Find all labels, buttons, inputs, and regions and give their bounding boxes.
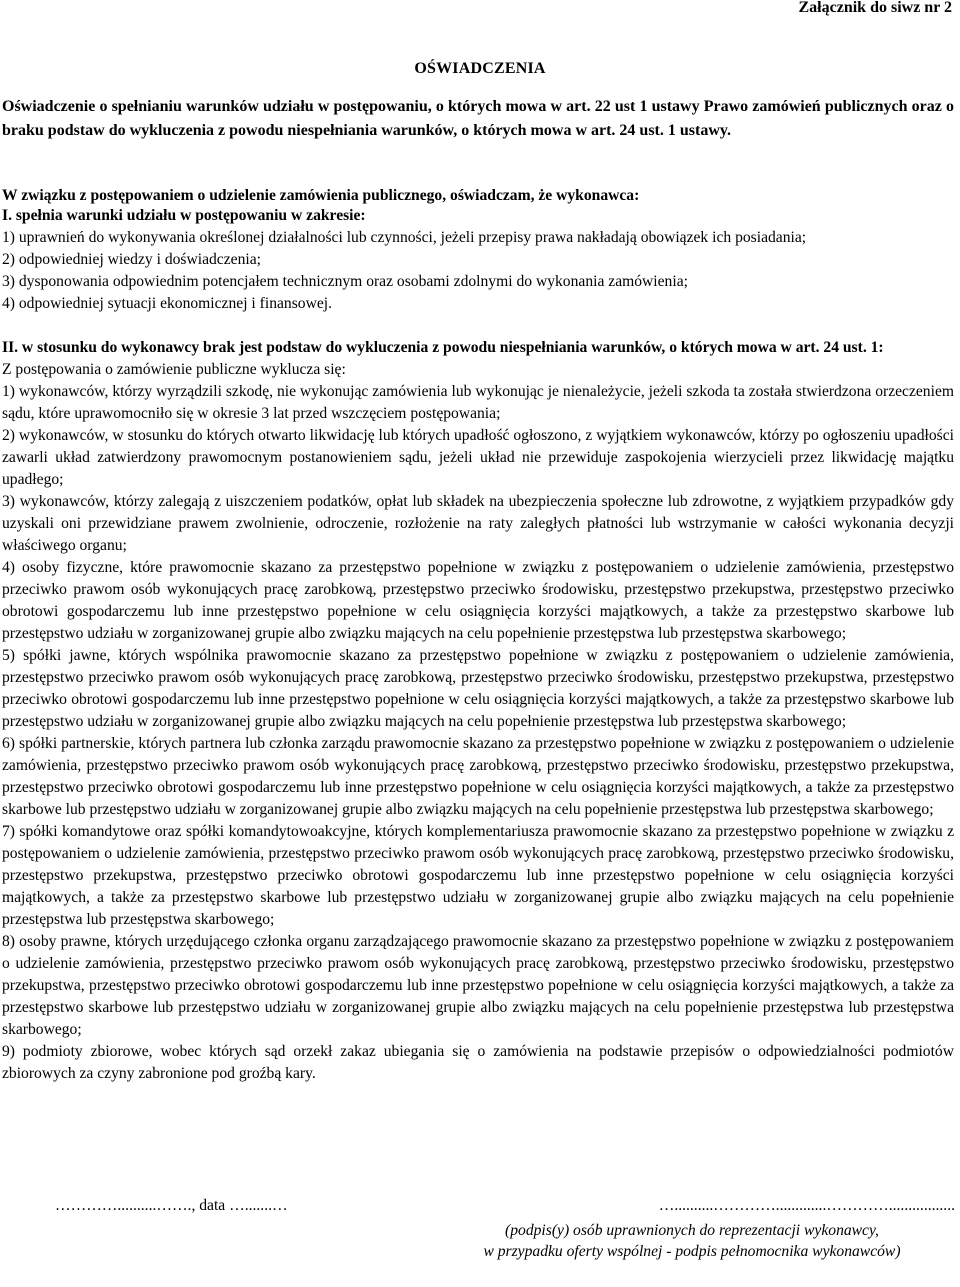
condition-item: 4) odpowiedniej sytuacji ekonomicznej i finansowej. xyxy=(2,295,332,312)
document-title: OŚWIADCZENIA xyxy=(414,60,546,77)
signature-caption-line: (podpis(y) osób uprawnionych do reprezentacji wykonawcy, xyxy=(505,1222,879,1239)
exclusion-item: 4) osoby fizyczne, które prawomocnie skazano za przestępstwo popełnione w związku z postępowaniem o udzielenie zamówienia, przestępstwo przeciwko prawom osób wykonujących pracę zarobkową, przestępstwo przeciwko środowisku, przestępstwo przekupstwa, przestępstwo przeciwko obrotowi gospodarczemu lub inne przestępstwo popełnione w celu osiągnięcia korzyści majątkowych, a także za przestępstwo skarbowe lub przestępstwo udziału w zorganizowanej grupie albo związku mających na celu popełnienie przestępstwa lub przestępstwa skarbowego; xyxy=(2,559,954,642)
exclusion-item: 2) wykonawców, w stosunku do których otwarto likwidację lub których upadłość ogłoszono, z wyjątkiem wykonawców, którzy po ogłoszeniu upadłości zawarli układ zatwierdzony prawomocnym postanowieniem sądu, jeżeli układ nie przewiduje zaspokojenia wierzycieli przez likwidację majątku upadłego; xyxy=(2,427,954,488)
attachment-label: Załącznik do siwz nr 2 xyxy=(798,0,952,16)
signature-caption xyxy=(432,1220,952,1262)
exclusion-item: 3) wykonawców, którzy zalegają z uiszczeniem podatków, opłat lub składek na ubezpieczenia społeczne lub zdrowotne, z wyjątkiem przypadków gdy uzyskali oni przewidziane prawem zwolnienie, odroczenie, rozłożenie na raty zaległych płatności lub wstrzymanie w całości wykonania decyzji właściwego organu; xyxy=(2,493,954,554)
signature-field: …..........………….............…………................. xyxy=(658,1197,955,1214)
condition-item: 2) odpowiedniej wiedzy i doświadczenia; xyxy=(2,251,261,268)
exclusion-item: 8) osoby prawne, których urzędującego członka organu zarządzającego prawomocnie skazano za przestępstwo popełnione w związku z postępowaniem o udzielenie zamówienia, przestępstwo przeciwko prawom osób wykonujących pracę zarobkową, przestępstwo przeciwko środowisku, przestępstwo przekupstwa, przestępstwo przeciwko obrotowi gospodarczemu lub inne przestępstwo popełnione w celu osiągnięcia korzyści majątkowych, a także za przestępstwo skarbowe lub przestępstwo udziału w zorganizowanej grupie albo związku mających na celu popełnienie przestępstwa lub przestępstwa skarbowego; xyxy=(2,933,954,1038)
exclusion-item: 6) spółki partnerskie, których partnera lub członka zarządu prawomocnie skazano za przestępstwo popełnione w związku z postępowaniem o udzielenie zamówienia, przestępstwo przeciwko prawom osób wykonujących pracę zarobkową, przestępstwo przeciwko środowisku, przestępstwo przekupstwa, przestępstwo przeciwko obrotowi gospodarczemu lub inne przestępstwo popełnione w celu osiągnięcia korzyści majątkowych, a także za przestępstwo skarbowe lub przestępstwo udziału w zorganizowanej grupie albo związku mających na celu popełnienie przestępstwa lub przestępstwa skarbowego; xyxy=(2,735,954,818)
exclusion-item: 1) wykonawców, którzy wyrządzili szkodę, nie wykonując zamówienia lub wykonując je nienależycie, jeżeli szkoda ta została stwierdzona orzeczeniem sądu, które uprawomocniło się w okresie 3 lat przed wszczęciem postępowania; xyxy=(2,383,954,422)
section-conditions xyxy=(2,205,954,315)
section-conditions-heading: I. spełnia warunki udziału w postępowaniu w zakresie: xyxy=(2,207,366,224)
section-exclusions-heading: II. w stosunku do wykonawcy brak jest podstaw do wykluczenia z powodu niespełniania warunków, o których mowa w art. 24 ust. 1: xyxy=(2,339,884,356)
lead-statement: W związku z postępowaniem o udzielenie zamówienia publicznego, oświadczam, że wykonawca: xyxy=(2,187,640,204)
signature-row xyxy=(0,1197,960,1221)
place-date-field: …………..........……., data ….......… xyxy=(55,1197,288,1214)
section-exclusions-subheading: Z postępowania o zamówienie publiczne wyklucza się: xyxy=(2,361,346,378)
intro-statement: Oświadczenie o spełnianiu warunków udziału w postępowaniu, o których mowa w art. 22 ust 1 ustawy Prawo zamówień publicznych oraz o braku podstaw do wykluczenia z powodu niespełniania warunków, o których mowa w art. 24 ust. 1 ustawy. xyxy=(2,98,954,139)
condition-item: 1) uprawnień do wykonywania określonej działalności lub czynności, jeżeli przepisy prawa nakładają obowiązek ich posiadania; xyxy=(2,229,807,246)
signature-caption-line: w przypadku oferty wspólnej - podpis pełnomocnika wykonawców) xyxy=(483,1243,901,1260)
exclusion-item: 5) spółki jawne, których wspólnika prawomocnie skazano za przestępstwo popełnione w związku z postępowaniem o udzielenie zamówienia, przestępstwo przeciwko prawom osób wykonujących pracę zarobkową, przestępstwo przeciwko środowisku, przestępstwo przekupstwa, przestępstwo przeciwko obrotowi gospodarczemu lub inne przestępstwo popełnione w celu osiągnięcia korzyści majątkowych, a także za przestępstwo skarbowe lub przestępstwo udziału w zorganizowanej grupie albo związku mających na celu popełnienie przestępstwa lub przestępstwa skarbowego; xyxy=(2,647,954,730)
exclusion-item: 9) podmioty zbiorowe, wobec których sąd orzekł zakaz ubiegania się o zamówienia na podstawie przepisów o odpowiedzialności podmiotów zbiorowych za czyny zabronione pod groźbą kary. xyxy=(2,1043,954,1082)
section-exclusions xyxy=(2,337,954,1085)
exclusion-item: 7) spółki komandytowe oraz spółki komandytowoakcyjne, których komplementariusza prawomocnie skazano za przestępstwo popełnione w związku z postępowaniem o udzielenie zamówienia, przestępstwo przeciwko prawom osób wykonujących pracę zarobkową, przestępstwo przeciwko środowisku, przestępstwo przekupstwa, przestępstwo przeciwko obrotowi gospodarczemu lub inne przestępstwo popełnione w celu osiągnięcia korzyści majątkowych, a także za przestępstwo skarbowe lub przestępstwo udziału w zorganizowanej grupie albo związku mających na celu popełnienie przestępstwa lub przestępstwa skarbowego; xyxy=(2,823,954,928)
condition-item: 3) dysponowania odpowiednim potencjałem technicznym oraz osobami zdolnymi do wykonania zamówienia; xyxy=(2,273,688,290)
